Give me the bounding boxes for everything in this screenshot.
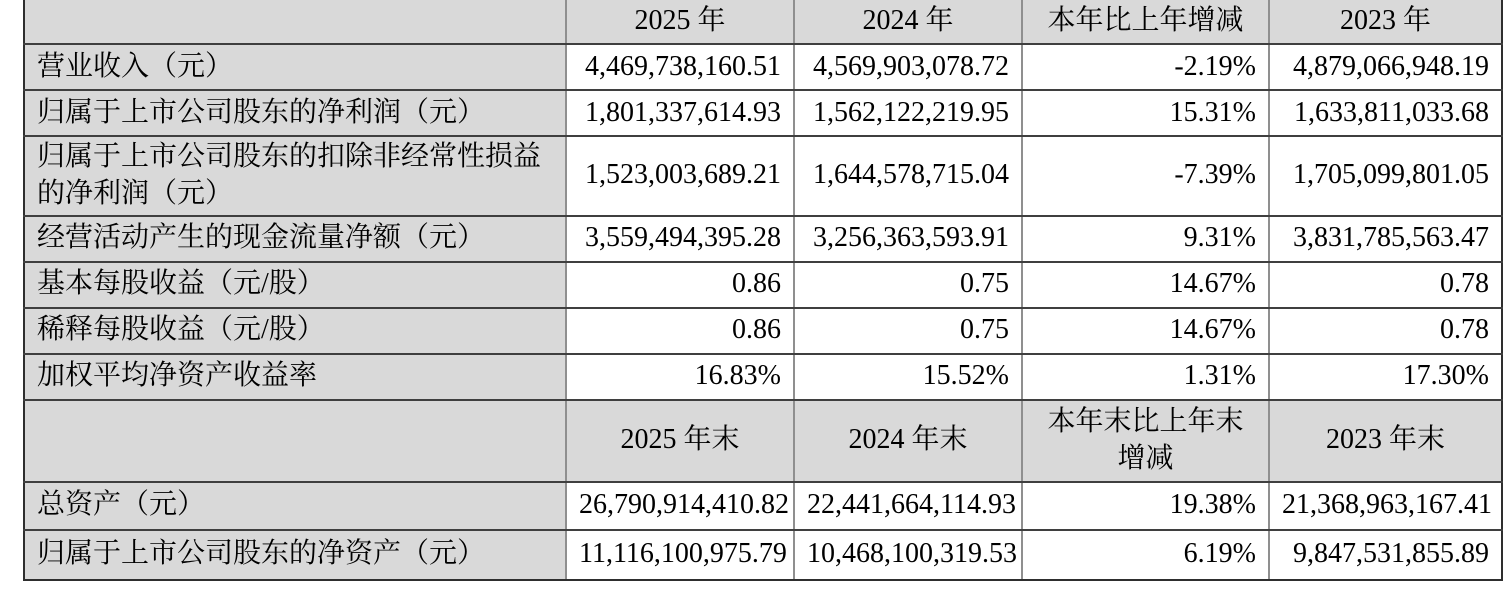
value-2024: 4,569,903,078.72 bbox=[794, 44, 1022, 90]
value-yoy-change: 19.38% bbox=[1022, 482, 1269, 530]
table-row-weighted-average-roe bbox=[24, 354, 1502, 400]
row-label: 总资产（元） bbox=[24, 482, 566, 530]
column-header-yoy-change: 本年比上年增减 bbox=[1022, 0, 1269, 44]
table-row-net-profit-attributable bbox=[24, 90, 1502, 136]
value-2023: 1,633,811,033.68 bbox=[1269, 90, 1502, 136]
row-label: 归属于上市公司股东的净资产（元） bbox=[24, 530, 566, 580]
table-row-net-assets-attributable bbox=[24, 530, 1502, 580]
value-2023: 4,879,066,948.19 bbox=[1269, 44, 1502, 90]
value-2023: 21,368,963,167.41 bbox=[1269, 482, 1502, 530]
value-2024: 10,468,100,319.53 bbox=[794, 530, 1022, 580]
value-2024: 0.75 bbox=[794, 308, 1022, 354]
value-2024: 0.75 bbox=[794, 262, 1022, 308]
column-header-2025-eop: 2025 年末 bbox=[566, 400, 794, 482]
row-label: 归属于上市公司股东的净利润（元） bbox=[24, 90, 566, 136]
value-2023: 9,847,531,855.89 bbox=[1269, 530, 1502, 580]
value-2024: 3,256,363,593.91 bbox=[794, 216, 1022, 262]
value-2023: 3,831,785,563.47 bbox=[1269, 216, 1502, 262]
value-yoy-change: 9.31% bbox=[1022, 216, 1269, 262]
financial-summary-table bbox=[23, 0, 1501, 581]
value-2025: 1,801,337,614.93 bbox=[566, 90, 794, 136]
value-2025: 0.86 bbox=[566, 262, 794, 308]
value-2023: 17.30% bbox=[1269, 354, 1502, 400]
value-2023: 0.78 bbox=[1269, 308, 1502, 354]
table-row-operating-revenue bbox=[24, 44, 1502, 90]
period-header-row bbox=[24, 0, 1502, 44]
row-label: 归属于上市公司股东的扣除非经常性损益的净利润（元） bbox=[24, 136, 566, 216]
value-yoy-change: 6.19% bbox=[1022, 530, 1269, 580]
value-2024: 1,562,122,219.95 bbox=[794, 90, 1022, 136]
table-row-operating-cash-flow bbox=[24, 216, 1502, 262]
table-row-diluted-eps bbox=[24, 308, 1502, 354]
value-2025: 0.86 bbox=[566, 308, 794, 354]
value-2023: 1,705,099,801.05 bbox=[1269, 136, 1502, 216]
table-row-basic-eps bbox=[24, 262, 1502, 308]
table-row-net-profit-excl-nonrecurring bbox=[24, 136, 1502, 216]
value-yoy-change: -2.19% bbox=[1022, 44, 1269, 90]
value-2025: 3,559,494,395.28 bbox=[566, 216, 794, 262]
column-header-2025: 2025 年 bbox=[566, 0, 794, 44]
row-label: 营业收入（元） bbox=[24, 44, 566, 90]
value-2023: 0.78 bbox=[1269, 262, 1502, 308]
end-of-period-header-row bbox=[24, 400, 1502, 482]
value-2025: 16.83% bbox=[566, 354, 794, 400]
key-accounting-data-table bbox=[23, 0, 1503, 581]
value-yoy-change: 14.67% bbox=[1022, 262, 1269, 308]
value-2025: 4,469,738,160.51 bbox=[566, 44, 794, 90]
value-yoy-change: 15.31% bbox=[1022, 90, 1269, 136]
row-label: 经营活动产生的现金流量净额（元） bbox=[24, 216, 566, 262]
metric-column-header bbox=[24, 0, 566, 44]
value-2025: 1,523,003,689.21 bbox=[566, 136, 794, 216]
value-2024: 22,441,664,114.93 bbox=[794, 482, 1022, 530]
column-header-2023: 2023 年 bbox=[1269, 0, 1502, 44]
column-header-2024-eop: 2024 年末 bbox=[794, 400, 1022, 482]
value-2025: 11,116,100,975.79 bbox=[566, 530, 794, 580]
value-yoy-change: 1.31% bbox=[1022, 354, 1269, 400]
row-label: 加权平均净资产收益率 bbox=[24, 354, 566, 400]
value-2025: 26,790,914,410.82 bbox=[566, 482, 794, 530]
column-header-2023-eop: 2023 年末 bbox=[1269, 400, 1502, 482]
metric-column-header bbox=[24, 400, 566, 482]
table-row-total-assets bbox=[24, 482, 1502, 530]
value-2024: 15.52% bbox=[794, 354, 1022, 400]
value-yoy-change: 14.67% bbox=[1022, 308, 1269, 354]
column-header-2024: 2024 年 bbox=[794, 0, 1022, 44]
column-header-eop-change: 本年末比上年末增减 bbox=[1022, 400, 1269, 482]
row-label: 稀释每股收益（元/股） bbox=[24, 308, 566, 354]
value-2024: 1,644,578,715.04 bbox=[794, 136, 1022, 216]
row-label: 基本每股收益（元/股） bbox=[24, 262, 566, 308]
value-yoy-change: -7.39% bbox=[1022, 136, 1269, 216]
